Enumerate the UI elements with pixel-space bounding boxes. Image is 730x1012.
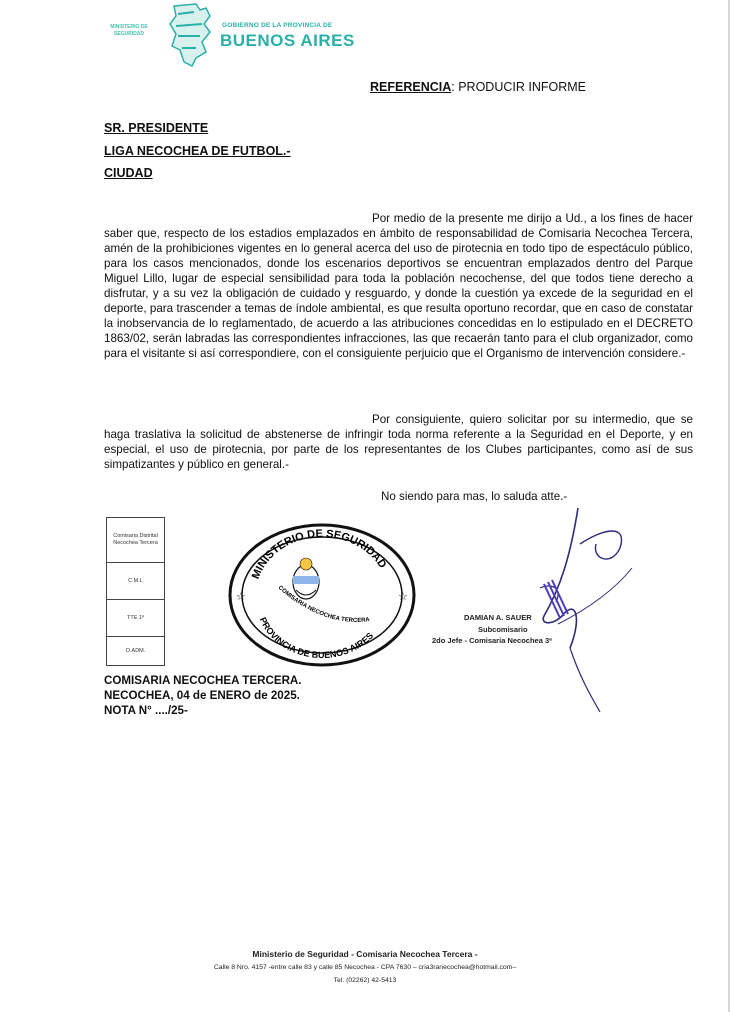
- signer-name: DAMIAN A. SAUER: [464, 613, 532, 622]
- signer-role: 2do Jefe - Comisaria Necochea 3ª: [432, 636, 552, 645]
- stamp-cell-oadm: O.ADM.: [125, 647, 146, 654]
- coat-of-arms-icon: [293, 558, 319, 599]
- issuing-info: [104, 673, 302, 718]
- official-seal: [226, 520, 418, 670]
- stamp-cell-office: Comisaria Distrital Necochea Tercera: [107, 518, 164, 563]
- reference-label: REFERENCIA: [370, 80, 452, 94]
- seal-middle-text: COMISARIA NECOCHEA TERCERA: [276, 585, 371, 624]
- footer-ministry: Ministerio de Seguridad - Comisaria Necochea Tercera -: [252, 949, 478, 959]
- header-logo: [96, 2, 364, 68]
- handwritten-signature: [500, 498, 650, 718]
- seal-star-right-icon: ☆: [398, 591, 408, 603]
- addressee-organization: LIGA NECOCHEA DE FUTBOL.-: [104, 144, 291, 158]
- paragraph-1-text: Por medio de la presente me dirijo a Ud., a los fines de hacer saber que, respecto de los estadios emplazados en ámbito de responsabilidad de Comisaria Necochea Tercera, amén de la prohibiciones vigentes en lo general acerca del uso de pirotecnia en todo tipo de espectáculo público, para los casos mencionados, donde los escenarios deportivos se encuentran emplazados dentro del Parque Miguel Lillo, lugar de especial sensibilidad para toda la población necochense, del que todos tiene derecho a disfrutar, y a su vez la obligación de cuidado y resguardo, y donde la cuestión ya excede de la seguridad en el deporte, para trascender a temas de índole ambiental, es que resulta oportuno recordar, que en caso de constatar la inobservancia de lo reglamentado, de acuerdo a las atribuciones concedidas en lo estipulado en el DECRETO 1863/02, serán labradas las correspondientes infracciones, las que recaerán tanto para el club organizador, como para el visitante si así correspondiere, con el consiguiente perjuicio que el Organismo de intervención considere.-: [104, 212, 693, 360]
- reference-line: [370, 80, 586, 94]
- body-paragraph-1: [104, 211, 693, 361]
- reference-value: : PRODUCIR INFORME: [451, 80, 586, 94]
- body-paragraph-2: [104, 412, 693, 472]
- stamp-cell-cml: C.M.L: [107, 563, 164, 600]
- province-map-icon: [166, 2, 216, 68]
- note-number: NOTA N° ..../25-: [104, 704, 188, 717]
- addressee-title: SR. PRESIDENTE: [104, 121, 209, 135]
- addressee-city: CIUDAD: [104, 166, 153, 180]
- stamp-cell-tte: TTE 1º: [107, 600, 164, 637]
- seal-bottom-text: PROVINCIA DE BUENOS AIRES: [257, 615, 376, 661]
- paragraph-2-text: Por consiguiente, quiero solicitar por su intermedio, que se haga traslativa la solicitud de abstenerse de infringir toda norma referente a la Seguridad en el Deporte, y en especial, el uso de pirotecnia, por parte de los representantes de los Clubes participantes, como así de sus simpatizantes y público en general.-: [104, 413, 693, 471]
- province-name: BUENOS AIRES: [220, 31, 355, 50]
- closing-line: No siendo para mas, lo saluda atte.-: [381, 490, 568, 503]
- ministry-logo-text: MINISTERIO DE SEGURIDAD: [110, 24, 148, 37]
- footer-address: Calle 8 Nro. 4157 -entre calle 83 y calle 85 Necochea - CPA 7630 – cria3ranecochea@hotmail.com–: [213, 964, 517, 971]
- seal-star-left-icon: ☆: [236, 591, 246, 603]
- stamp-table: [106, 517, 165, 666]
- signer-rank: Subcomisario: [478, 625, 528, 634]
- government-label: GOBIERNO DE LA PROVINCIA DE: [222, 22, 333, 29]
- seal-top-text: MINISTERIO DE SEGURIDAD: [249, 527, 389, 581]
- footer-phone: Tel. (02262) 42-5413: [333, 977, 397, 984]
- issuing-place-date: NECOCHEA, 04 de ENERO de 2025.: [104, 689, 300, 702]
- issuing-office: COMISARIA NECOCHEA TERCERA.: [104, 674, 302, 687]
